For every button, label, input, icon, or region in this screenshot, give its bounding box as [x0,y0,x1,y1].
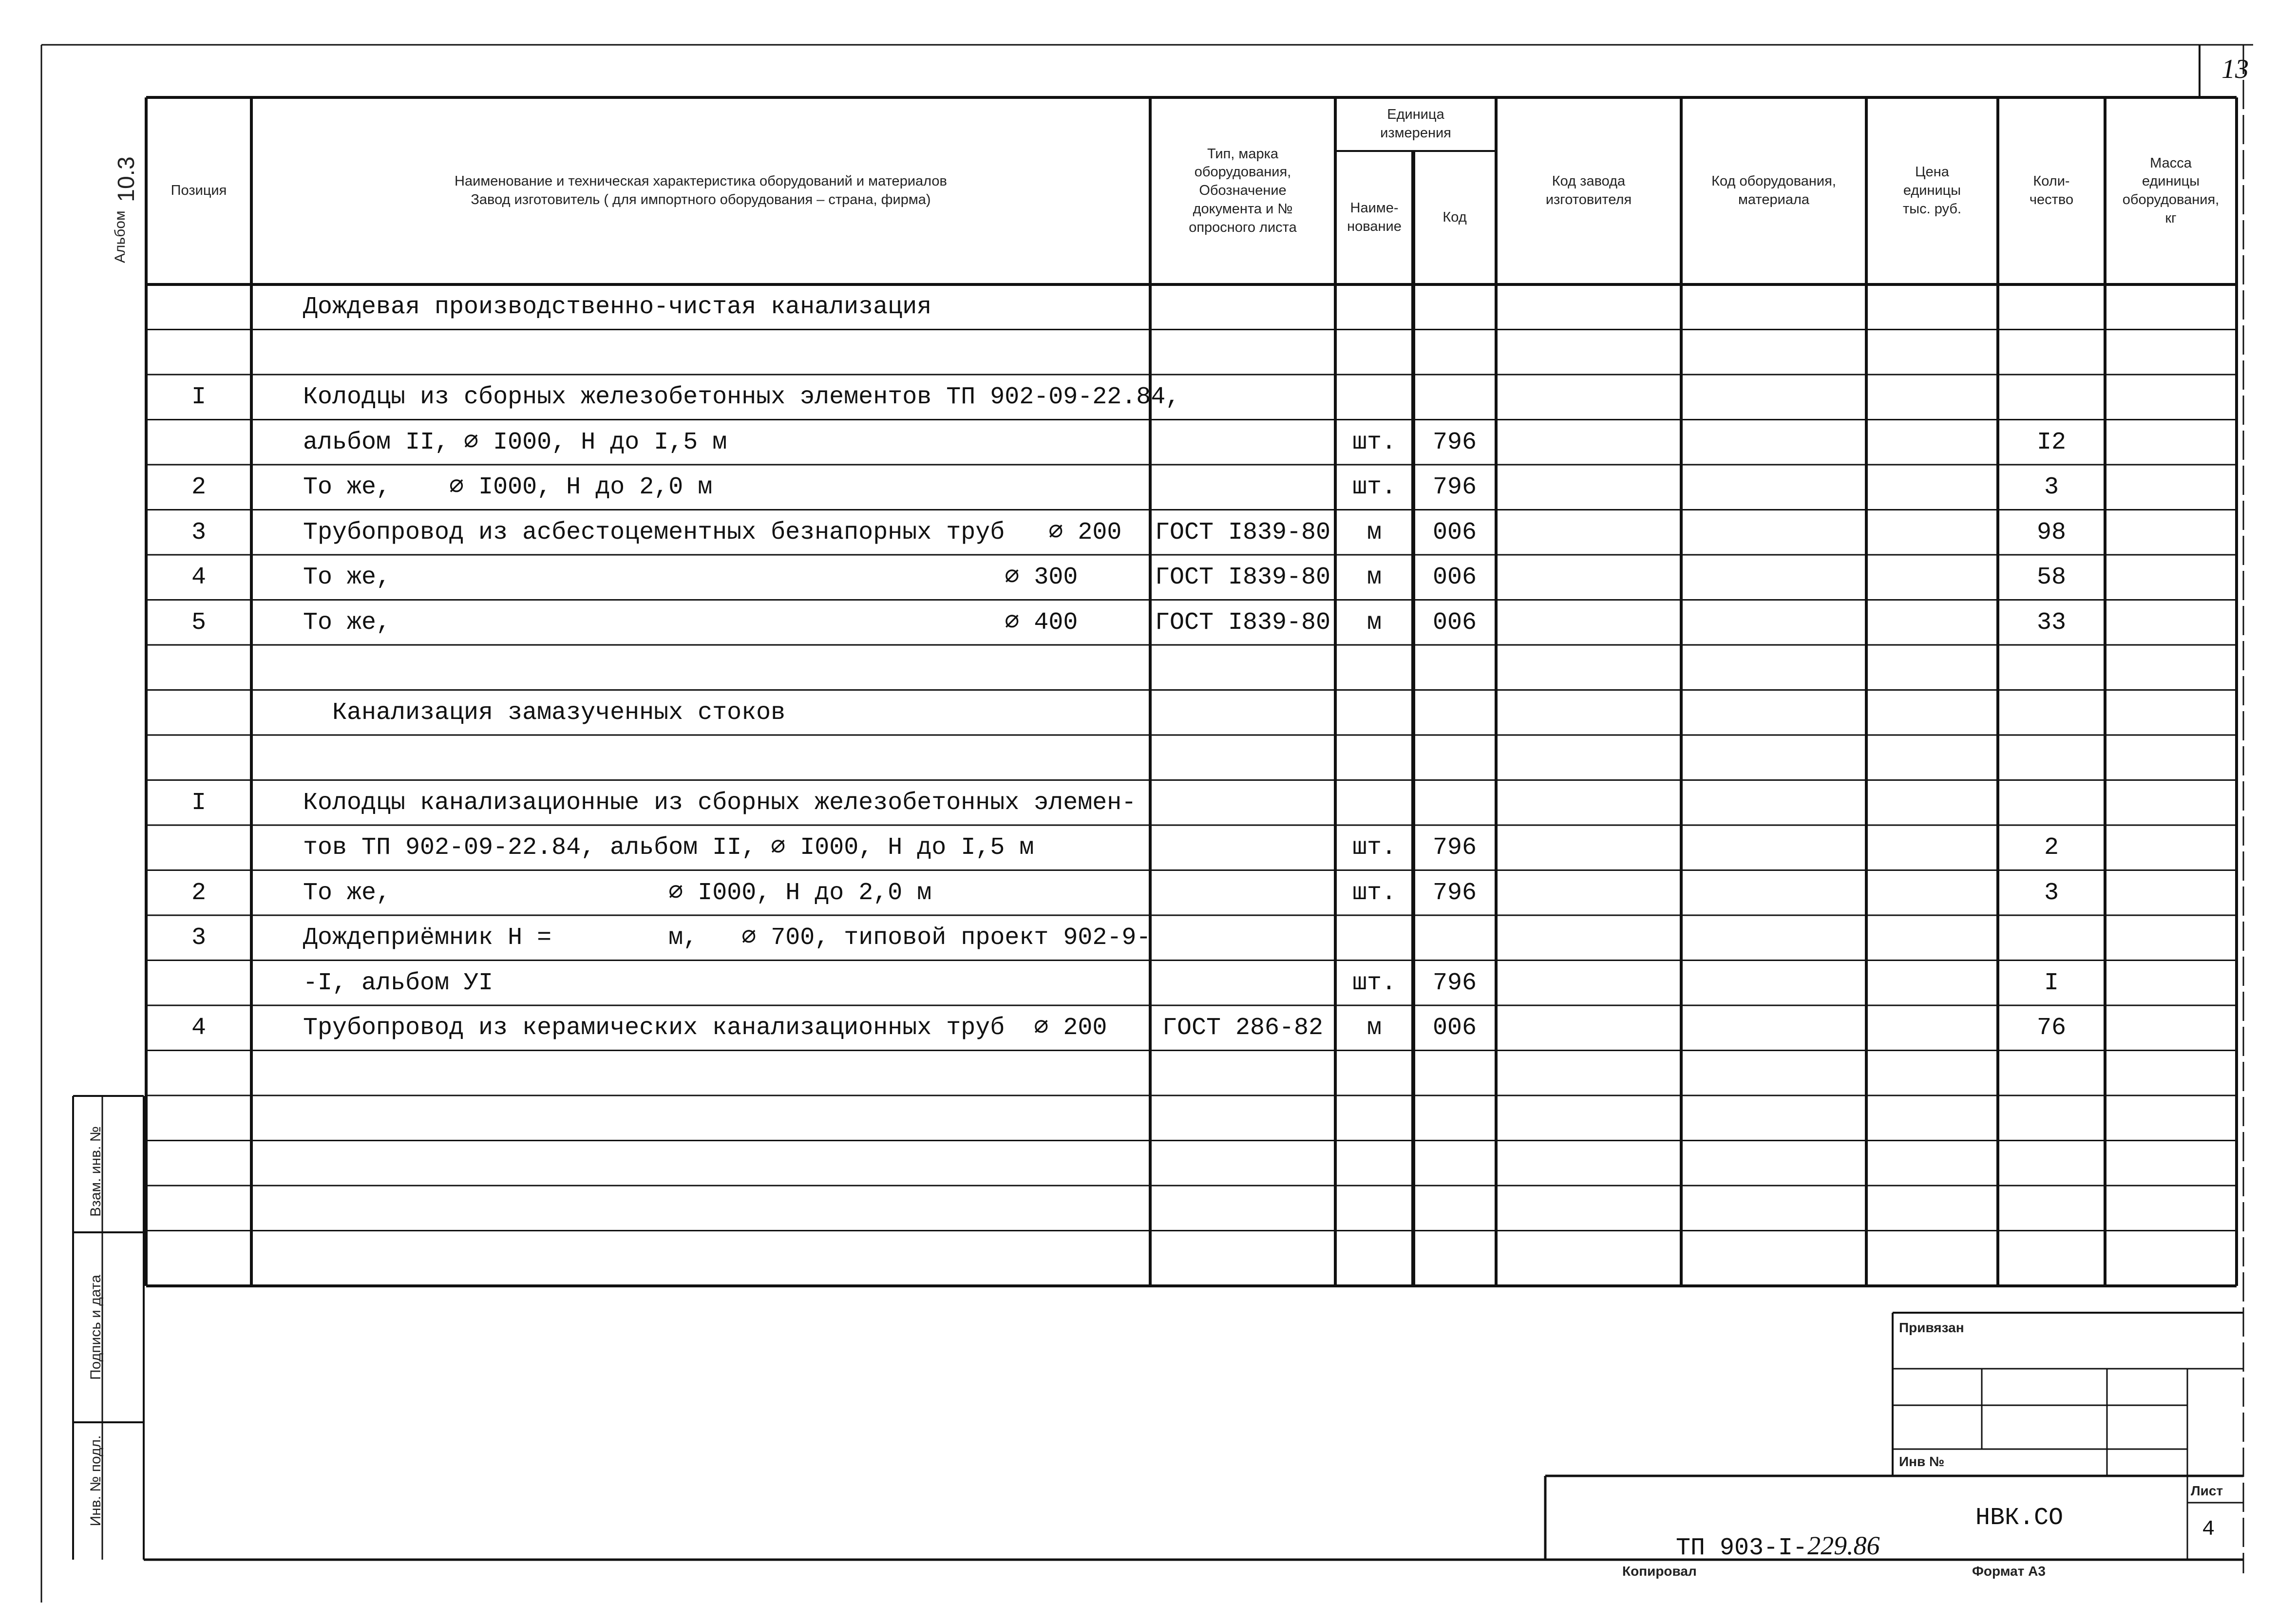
header-unit-group [1335,97,1496,151]
header-position: Позиция [171,183,227,199]
cell-quantity: 3 [2044,473,2059,501]
cell-unit: м [1366,518,1382,547]
cell-unit-code: 006 [1432,564,1477,591]
header-type [1150,97,1335,284]
header-mass-l4: кг [2165,210,2177,226]
cell-position: 5 [191,608,206,637]
cell-position: I [191,789,206,817]
cell-position: 3 [191,518,206,547]
cell-name: То же, ∅ I000, Н до 2,0 м [303,473,713,501]
cell-name: То же, ∅ 300 [303,564,1078,591]
header-price [1866,97,1998,284]
header-unit-name-l1: Наиме- [1350,200,1399,216]
cell-unit: м [1366,608,1382,637]
cell-unit: м [1366,564,1382,591]
header-type-l4: документа и № [1193,201,1293,217]
header-equipment-code-l1: Код оборудования, [1711,173,1836,189]
cell-name: Трубопровод из керамических канализационных труб ∅ 200 [303,1014,1107,1042]
cell-name: тов ТП 902-09-22.84, альбом II, ∅ I000, Н до I,5 м [303,834,1034,862]
side-stamp-signature-date: Подпись и дата [88,1275,104,1380]
header-name [251,97,1150,284]
header-type-l5: опросного листа [1189,219,1297,235]
header-equipment-code [1681,97,1866,284]
header-name-line2: Завод изготовитель ( для импортного оборудования – страна, фирма) [471,192,931,207]
cell-unit-code: 006 [1432,608,1477,637]
title-designation-handwritten: 229.86 [1807,1531,1880,1560]
cell-position: 4 [191,1014,206,1042]
header-mass-l3: оборудования, [2122,192,2220,207]
cell-name: То же, ∅ 400 [303,608,1078,637]
cell-unit-code: 006 [1432,1014,1477,1042]
cell-quantity: I2 [2036,428,2066,456]
side-stamp-inv-original: Инв. № подл. [88,1435,104,1527]
header-type-l2: оборудования, [1194,164,1291,180]
cell-quantity: 98 [2036,518,2066,547]
cell-position: 2 [191,879,206,907]
cell-unit: шт. [1352,428,1396,456]
title-sheet-label: Лист [2191,1483,2223,1498]
cell-name: Колодцы из сборных железобетонных элементов ТП 902-09-22.84, [303,383,1180,411]
cell-position: 4 [191,564,206,591]
cell-unit: шт. [1352,879,1396,907]
cell-name: альбом II, ∅ I000, Н до I,5 м [303,428,727,456]
side-stamp-replace-inv: Взам. инв. № [88,1126,104,1217]
cell-unit-code: 796 [1432,834,1477,862]
page-mark: 13 [2221,54,2249,84]
cell-name: -I, альбом УI [303,969,493,997]
cell-quantity: 76 [2036,1014,2066,1042]
cell-quantity: I [2044,969,2059,997]
header-unit-name [1335,151,1413,284]
header-unit-name-l2: нование [1347,219,1402,234]
footer-format: Формат А3 [1972,1564,2046,1579]
header-quantity-l1: Коли- [2033,173,2070,189]
footer-copied: Копировал [1622,1564,1697,1579]
title-privyazan: Привязан [1899,1320,1964,1335]
cell-quantity: 58 [2036,564,2066,591]
cell-name: То же, ∅ I000, Н до 2,0 м [303,879,932,907]
cell-type: ГОСТ I839-80 [1155,564,1331,591]
cell-position: I [191,383,206,411]
cell-position: 2 [191,473,206,501]
cell-quantity: 3 [2044,879,2059,907]
cell-type: ГОСТ 286-82 [1162,1014,1324,1042]
cell-unit: м [1366,1014,1382,1042]
header-quantity [1998,97,2105,284]
album-label [112,210,132,263]
header-factory-code [1496,97,1681,284]
cell-unit: шт. [1352,834,1396,862]
header-unit-code: Код [1442,209,1467,226]
cell-quantity: 33 [2036,608,2066,637]
cell-position: 3 [191,924,206,952]
cell-name: Колодцы канализационные из сборных железобетонных элемен- [303,789,1137,817]
cell-unit: шт. [1352,473,1396,501]
cell-name: Дождеприёмник Н = м, ∅ 700, типовой проект 902-9- [303,924,1151,952]
cell-name: Трубопровод из асбестоцементных безнапорных труб ∅ 200 [303,518,1122,547]
album-word: Альбом [112,210,128,263]
cell-unit-code: 006 [1432,518,1477,547]
cell-quantity: 2 [2044,834,2059,862]
header-factory-code-l2: изготовителя [1545,192,1632,207]
cell-name: Канализация замазученных стоков [303,698,786,727]
title-designation-prefix: ТП 903-I- [1676,1534,1808,1562]
cell-unit-code: 796 [1432,428,1477,456]
title-inv-no: Инв № [1899,1454,1945,1469]
header-mass-l2: единицы [2142,173,2200,189]
cell-name: Дождевая производственно-чистая канализация [303,293,932,321]
cell-unit: шт. [1352,969,1396,997]
header-mass-l1: Масса [2150,155,2192,171]
header-name-line1: Наименование и техническая характеристика оборудований и материалов [455,173,947,189]
header-factory-code-l1: Код завода [1552,173,1626,189]
cell-unit-code: 796 [1432,879,1477,907]
album-number: 10.3 [114,156,139,202]
header-price-l3: тыс. руб. [1902,201,1962,217]
cell-unit-code: 796 [1432,969,1477,997]
cell-unit-code: 796 [1432,473,1477,501]
title-code: НВК.СО [1975,1504,2064,1532]
header-type-l3: Обозначение [1199,183,1287,199]
header-price-l2: единицы [1903,183,1961,199]
header-mass [2105,97,2237,284]
header-unit-group-l2: измерения [1380,125,1451,141]
title-sheet-number: 4 [2202,1517,2215,1542]
header-quantity-l2: чество [2029,192,2074,207]
header-equipment-code-l2: материала [1738,192,1810,207]
header-price-l1: Цена [1915,164,1949,180]
cell-type: ГОСТ I839-80 [1155,518,1331,547]
header-unit-group-l1: Единица [1387,107,1444,123]
header-type-l1: Тип, марка [1207,146,1279,162]
cell-type: ГОСТ I839-80 [1155,608,1331,637]
title-designation [1647,1503,1880,1562]
